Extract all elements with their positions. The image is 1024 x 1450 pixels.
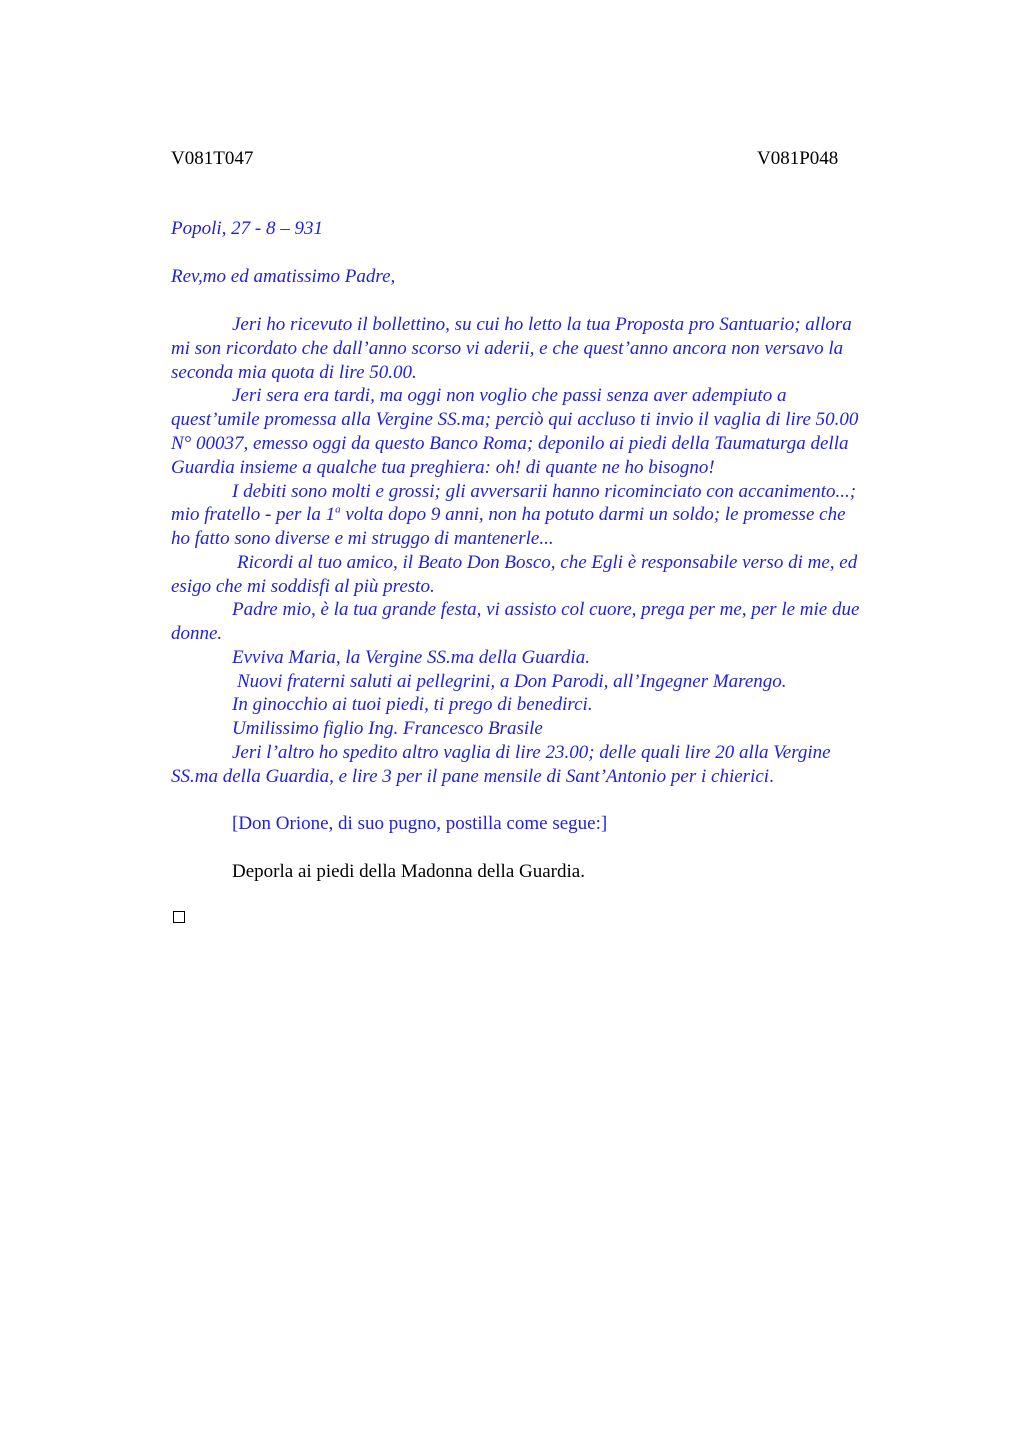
letter-line <box>171 504 846 526</box>
document-code-right: V081P048 <box>757 148 839 169</box>
letter-line: Nuovi fraterni saluti ai pellegrini, a Don Parodi, all’Ingegner Marengo. <box>237 671 787 692</box>
letter-line-period: . <box>769 766 774 787</box>
letter-line-text: mio fratello - per la 1 <box>171 504 336 525</box>
letter-line: Jeri ho ricevuto il bollettino, su cui ho letto la tua Proposta pro Santuario; allora <box>232 314 852 335</box>
editor-note: [Don Orione, di suo pugno, postilla come segue:] <box>232 813 608 834</box>
letter-date: Popoli, 27 - 8 – 931 <box>171 218 323 239</box>
letter-line-text: SS.ma della Guardia, e lire 3 per il pane mensile di Sant’Antonio per i chierici <box>171 766 770 787</box>
postscript: Deporla ai piedi della Madonna della Guardia. <box>232 861 585 882</box>
ordinal-superscript: a <box>335 503 341 516</box>
letter-line: Jeri sera era tardi, ma oggi non voglio che passi senza aver adempiuto a <box>232 385 787 406</box>
letter-signature: Umilissimo figlio Ing. Francesco Brasile <box>232 718 543 739</box>
letter-line-text: volta dopo 9 anni, non ha potuto darmi un soldo; le promesse che <box>340 504 846 525</box>
square-outline-icon <box>173 911 185 923</box>
letter-line: In ginocchio ai tuoi piedi, ti prego di benedirci. <box>232 694 593 715</box>
letter-line: seconda mia quota di lire 50.00. <box>171 362 417 383</box>
letter-line: N° 00037, emesso oggi da questo Banco Roma; deponilo ai piedi della Taumaturga della <box>171 433 849 454</box>
letter-line: mi son ricordato che dall’anno scorso vi aderii, e che quest’anno ancora non versavo la <box>171 338 844 359</box>
letter-line: donne. <box>171 623 223 644</box>
letter-line: Jeri l’altro ho spedito altro vaglia di lire 23.00; delle quali lire 20 alla Vergine <box>232 742 831 763</box>
letter-line: esigo che mi soddisfi al più presto. <box>171 576 435 597</box>
document-code-left: V081T047 <box>171 148 254 169</box>
letter-line: ho fatto sono diverse e mi struggo di mantenerle... <box>171 528 554 549</box>
letter-line <box>171 766 774 788</box>
letter-line: Padre mio, è la tua grande festa, vi assisto col cuore, prega per me, per le mie due <box>232 599 860 620</box>
letter-line: Ricordi al tuo amico, il Beato Don Bosco, che Egli è responsabile verso di me, ed <box>237 552 858 573</box>
letter-line: quest’umile promessa alla Vergine SS.ma; perciò qui accluso ti invio il vaglia di lire 50.00 <box>171 409 859 430</box>
letter-line: I debiti sono molti e grossi; gli avversarii hanno ricominciato con accanimento...; <box>232 481 857 502</box>
letter-line: Guardia insieme a qualche tua preghiera: oh! di quante ne ho bisogno! <box>171 457 715 478</box>
letter-line: Evviva Maria, la Vergine SS.ma della Guardia. <box>232 647 590 668</box>
letter-salutation: Rev,mo ed amatissimo Padre, <box>171 266 396 287</box>
